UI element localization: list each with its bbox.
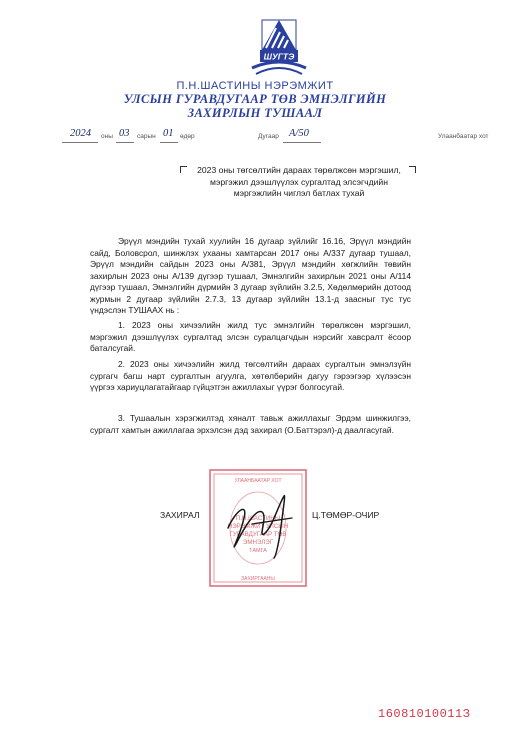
order-item-2: 2. 2023 оны хичээлийн жилд төгсөлтийн дараах сургалтын эмнэлзүйн сургагч багш нарт сургалтын агуулга, хөтөлбөрийн дагуу гэрээгээр хүлээсэн үүргээ хариуцлагатайгаар гүйцэтгэн ажиллахыг үүрэг болгосугай. (90, 359, 411, 392)
subject: 2023 оны төгсөлтийн дараах төрөлжсөн мэргэшил, мэргэжил дээшлүүлэх сургалтад элсэгчдийн мэргэжлийн чиглэл батлах тухай (197, 165, 401, 199)
year-label: оны (101, 133, 113, 140)
number-value: А/50 (289, 128, 309, 139)
handwritten-signature (222, 488, 302, 560)
header-line-2: УЛСЫН ГУРАВДУГААР ТӨВ ЭМНЭЛГИЙН (123, 92, 387, 106)
year-value: 2024 (70, 128, 91, 139)
seal-line-2: НЭРЭМЖИТ УЛСЫН (227, 523, 289, 530)
header-line-1: П.Н.ШАСТИНЫ НЭРЭМЖИТ (176, 80, 334, 92)
signatory-title: ЗАХИРАЛ (160, 510, 200, 520)
signatory-name: Ц.ТӨМӨР-ОЧИР (312, 510, 380, 520)
day-value: 01 (163, 128, 174, 139)
day-label: өдөр (180, 133, 195, 140)
seal-line-4: ЭМНЭЛЭГ (242, 539, 274, 546)
seal-line-1: П.Н.ШАСТИНЫ (235, 515, 281, 522)
seal-bottom-text: ЗАХИРГААНЫ (241, 576, 275, 582)
document-serial-number: 16081010011З (378, 707, 471, 721)
number-label: Дугаар (258, 133, 279, 140)
logo-text: ШУГТЭ (263, 51, 295, 62)
order-item-3: 3. Тушаалын хэрэгжилтэд хяналт тавьж ажиллахыг Эрдэм шинжилгээ, сургалт хамтын ажиллагаа эрхэлсэн дэд захирал (О.Баттэрэл)-д даалгасугай. (90, 413, 411, 435)
seal-line-3: ГУРАВДУГААР ТӨВ (229, 531, 287, 538)
header-line-3: ЗАХИРЛЫН ТУШААЛ (187, 106, 323, 120)
preamble-paragraph: Эрүүл мэндийн тухай хуулийн 16 дугаар зүйлийг 16.16, Эрүүл мэндийн сайд, Боловсрол, шинжлэх ухааны хамтарсан 2017 оны А/337 дугаар тушаал, Эрүүл мэндийн сайдын 2023 оны А/381, Эрүүл мэндийн хөгжлийн төвийн захирлын 2023 оны А/139 дүгээр тушаал, Эмнэлгийн захирлын 2021 оны А/114 дүгээр тушаал, Эмнэлгийн дүрмийн 3 дугаар зүйлийн 3.2.5, Хөдөлмөрийн дотоод журмын 2 дугаар зүйлийн 2.7.3, 13 дугаар зүйлийн 13.1-д заасныг тус тус үндэслэн ТУШААХ нь : (90, 236, 411, 315)
order-item-1: 1. 2023 оны хичээлийн жилд тус эмнэлгийн төрөлжсөн мэргэшил, мэргэжил дээшлүүлэх сургалтад элсэн суралцагчдын нэрсийг хавсралт ёсоор баталсугай. (90, 320, 411, 353)
university-building-logo-icon (238, 18, 320, 80)
month-value: 03 (119, 128, 130, 139)
seal-line-5: ТАМГА (249, 548, 267, 554)
seal-top-text: УЛААНБААТАР ХОТ (234, 478, 282, 484)
month-label: сарын (137, 133, 156, 140)
city-label: Улаанбаатар хот (438, 133, 489, 140)
